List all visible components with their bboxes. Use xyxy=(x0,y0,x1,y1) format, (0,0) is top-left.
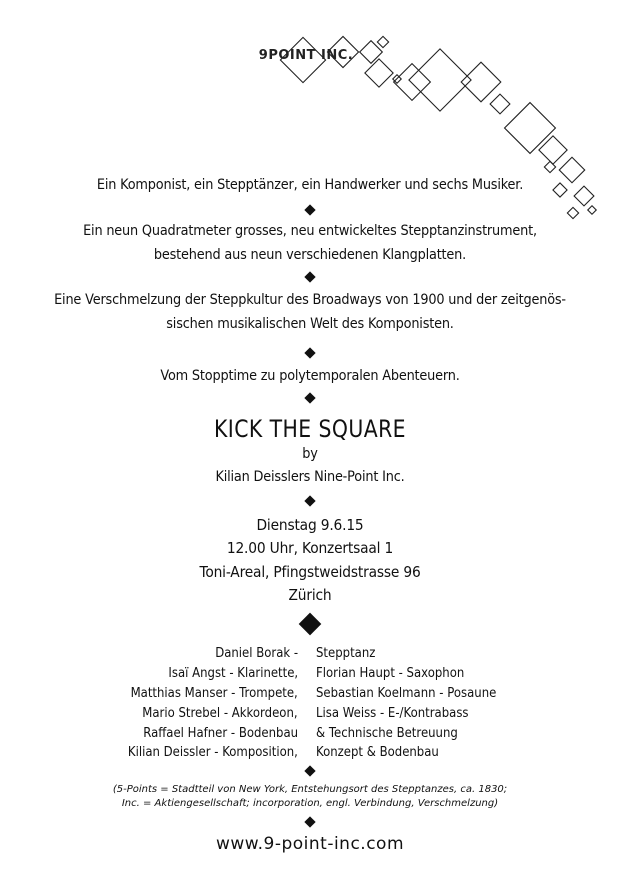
footnote-line-2: Inc. = Aktiengesellschaft; incorporation, engl. Verbindung, Verschmelzung) xyxy=(121,798,499,809)
credit-right-3: Sebastian Koelmann - Posaune xyxy=(316,686,497,701)
pattern-square xyxy=(365,59,393,87)
footnote-line-1: (5-Points = Stadtteil von New York, Entstehungsort des Stepptanzes, ca. 1830; xyxy=(112,784,508,795)
diamond-separator-icon xyxy=(304,271,315,282)
nine-point-logo: 9POINT INC. xyxy=(258,48,354,63)
title-by: by xyxy=(302,446,318,462)
event-city: Zürich xyxy=(288,586,332,604)
large-diamond-icon xyxy=(299,613,322,636)
diamond-separator-icon xyxy=(304,347,315,358)
diamond-separator-icon xyxy=(304,765,315,776)
pattern-square xyxy=(505,103,556,154)
credit-left-5: Raffael Hafner - Bodenbau xyxy=(143,726,298,741)
intro-line-4: Eine Verschmelzung der Steppkultur des Broadways von 1900 und der zeitgenös- xyxy=(54,292,566,308)
credit-left-2: Isaï Angst - Klarinette, xyxy=(168,666,298,681)
ensemble-name: Kilian Deisslers Nine-Point Inc. xyxy=(215,469,405,485)
credit-left-4: Mario Strebel - Akkordeon, xyxy=(142,706,298,721)
pattern-square xyxy=(461,62,501,102)
intro-line-3: bestehend aus neun verschiedenen Klangplatten. xyxy=(153,247,467,263)
website-link[interactable]: www.9-point-inc.com xyxy=(215,834,405,854)
intro-line-2: Ein neun Quadratmeter grosses, neu entwickeltes Stepptanzinstrument, xyxy=(83,223,537,239)
credit-right-2: Florian Haupt - Saxophon xyxy=(316,666,465,681)
pattern-square xyxy=(588,206,596,214)
pattern-square xyxy=(567,207,578,218)
credit-left-3: Matthias Manser - Trompete, xyxy=(130,686,298,701)
intro-line-5: sischen musikalischen Welt des Komponisten. xyxy=(166,316,454,332)
credit-right-6: Konzept & Bodenbau xyxy=(316,745,439,760)
diamond-separator-icon xyxy=(304,392,315,403)
event-time: 12.00 Uhr, Konzertsaal 1 xyxy=(226,539,394,557)
pattern-square xyxy=(377,36,388,47)
credit-left-6: Kilian Deissler - Komposition, xyxy=(127,745,298,760)
pattern-square xyxy=(394,64,431,101)
event-title: KICK THE SQUARE xyxy=(213,415,406,443)
credit-right-5: & Technische Betreuung xyxy=(316,726,458,741)
diamond-separator-icon xyxy=(304,495,315,506)
pattern-square xyxy=(409,49,471,111)
diamond-separator-icon xyxy=(304,816,315,827)
credit-right-1: Stepptanz xyxy=(316,646,376,661)
event-date: Dienstag 9.6.15 xyxy=(256,516,364,534)
intro-line-1: Ein Komponist, ein Stepptänzer, ein Handwerker und sechs Musiker. xyxy=(96,177,524,193)
credit-left-1: Daniel Borak - xyxy=(215,646,298,661)
credit-right-4: Lisa Weiss - E-/Kontrabass xyxy=(316,706,469,721)
event-venue: Toni-Areal, Pfingstweidstrasse 96 xyxy=(199,563,421,581)
pattern-square xyxy=(490,94,510,114)
intro-line-6: Vom Stopptime zu polytemporalen Abenteuern. xyxy=(160,368,460,384)
